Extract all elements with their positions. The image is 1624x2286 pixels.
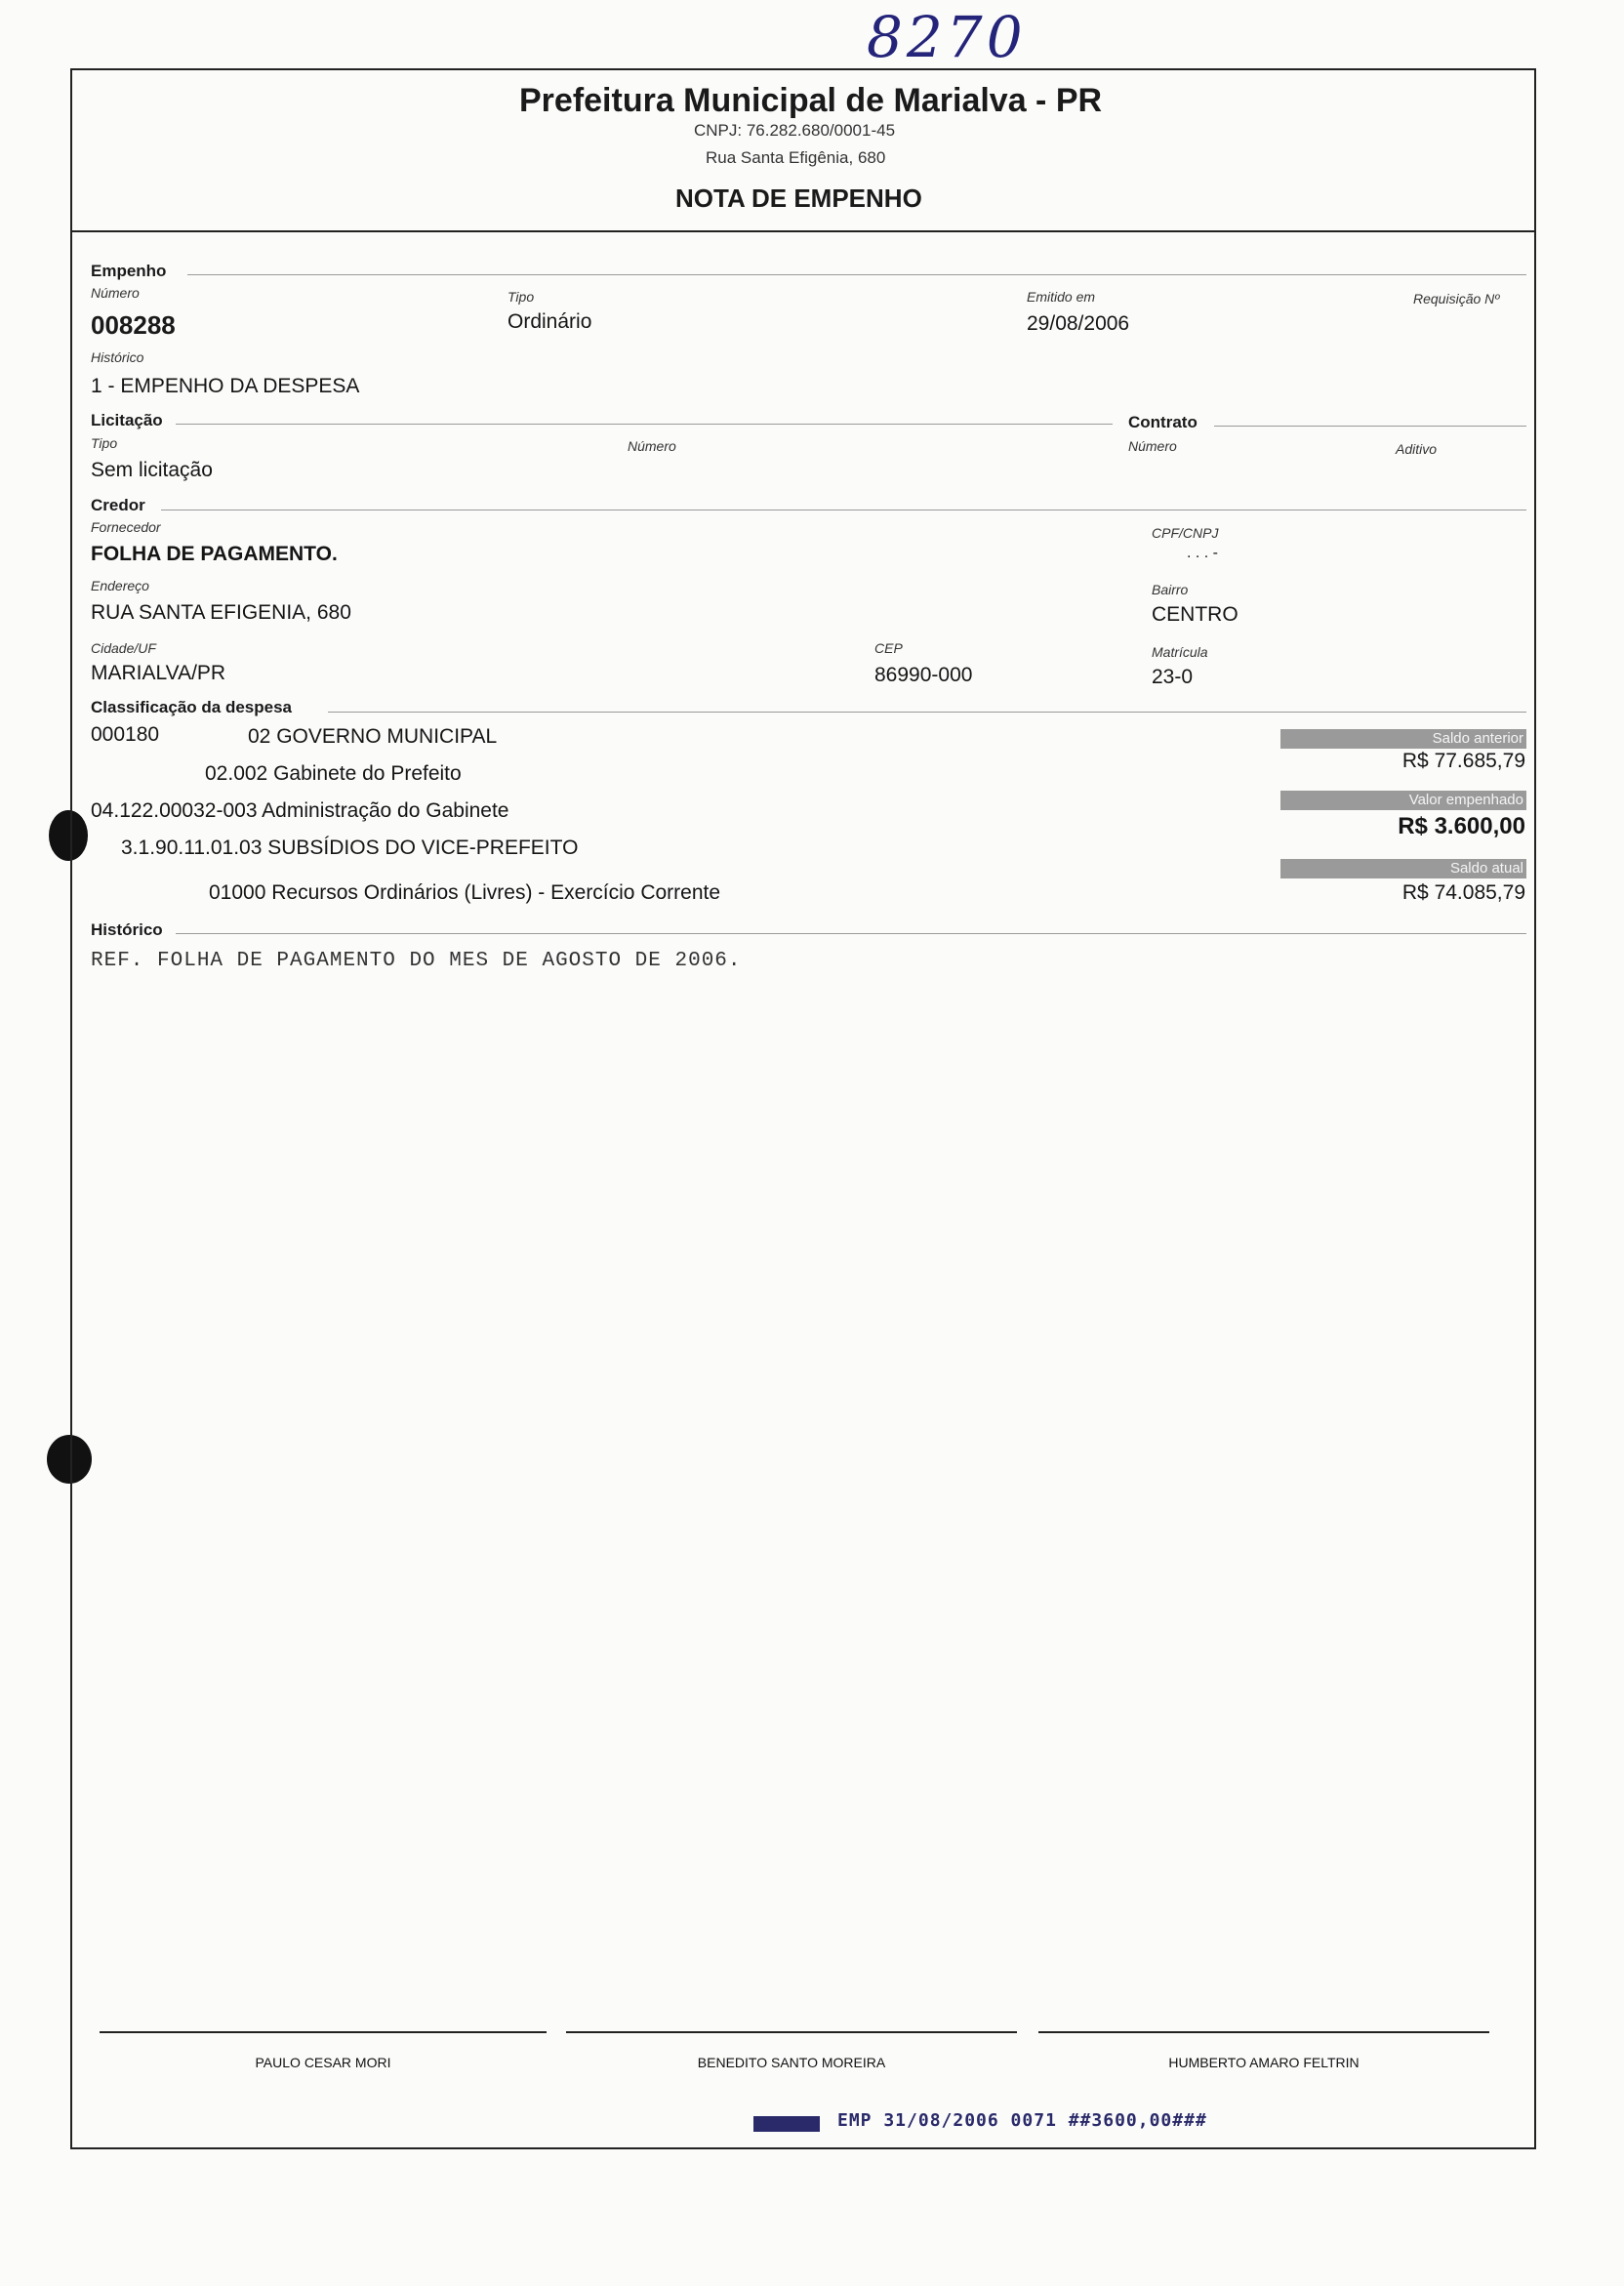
- empenho-historico: 1 - EMPENHO DA DESPESA: [91, 375, 360, 397]
- cidade: MARIALVA/PR: [91, 662, 226, 684]
- rule-empenho: [187, 274, 1526, 275]
- signature-name-1: PAULO CESAR MORI: [255, 2055, 391, 2070]
- section-historico: Histórico: [91, 920, 163, 939]
- address: Rua Santa Efigênia, 680: [706, 148, 886, 167]
- section-credor: Credor: [91, 496, 145, 514]
- requisicao-label: Requisição Nº: [1413, 291, 1500, 306]
- licitacao-numero-label: Número: [628, 438, 676, 454]
- class-line-1: 02 GOVERNO MUNICIPAL: [248, 725, 498, 748]
- stamp-mark: [753, 2116, 820, 2132]
- licitacao-tipo: Sem licitação: [91, 459, 213, 481]
- endereco: RUA SANTA EFIGENIA, 680: [91, 601, 351, 624]
- cpf-value: . . . -: [1187, 545, 1218, 561]
- matricula: 23-0: [1152, 666, 1194, 688]
- tipo-label: Tipo: [508, 289, 535, 305]
- cidade-label: Cidade/UF: [91, 640, 156, 656]
- emitido-label: Emitido em: [1027, 289, 1096, 305]
- saldo-atual: R$ 74.085,79: [1401, 881, 1525, 904]
- numero-label: Número: [91, 285, 140, 301]
- contrato-aditivo-label: Aditivo: [1396, 441, 1438, 457]
- cnpj: CNPJ: 76.282.680/0001-45: [694, 121, 896, 140]
- contrato-numero-label: Número: [1128, 438, 1177, 454]
- matricula-label: Matrícula: [1152, 644, 1208, 660]
- bairro-label: Bairro: [1152, 582, 1189, 597]
- historico-label: Histórico: [91, 349, 144, 365]
- empenho-numero: 008288: [91, 310, 176, 340]
- section-licitacao: Licitação: [91, 411, 163, 429]
- class-line-5: 01000 Recursos Ordinários (Livres) - Exercício Corrente: [209, 881, 721, 904]
- rule-licitacao: [176, 424, 1113, 425]
- signature-line-1: [100, 2031, 547, 2033]
- handwritten-number: 8270: [867, 4, 1027, 70]
- bairro: CENTRO: [1152, 603, 1238, 626]
- stamp-text: EMP 31/08/2006 0071 ##3600,00###: [837, 2110, 1207, 2131]
- class-line-4: 3.1.90.11.01.03 SUBSÍDIOS DO VICE-PREFEITO: [121, 837, 579, 859]
- rule-historico: [176, 933, 1526, 934]
- signature-name-2: BENEDITO SANTO MOREIRA: [697, 2055, 886, 2070]
- section-empenho: Empenho: [91, 262, 167, 280]
- class-line-2: 02.002 Gabinete do Prefeito: [205, 762, 462, 785]
- empenho-tipo: Ordinário: [508, 310, 592, 333]
- endereco-label: Endereço: [91, 578, 149, 593]
- fornecedor: FOLHA DE PAGAMENTO.: [91, 543, 338, 565]
- historico-text: REF. FOLHA DE PAGAMENTO DO MES DE AGOSTO DE 2006.: [91, 950, 742, 972]
- saldo-anterior: R$ 77.685,79: [1401, 750, 1525, 772]
- cep-label: CEP: [874, 640, 903, 656]
- class-line-3: 04.122.00032-003 Administração do Gabinete: [91, 799, 509, 822]
- valor-empenhado: R$ 3.600,00: [1398, 813, 1525, 839]
- licitacao-tipo-label: Tipo: [91, 435, 118, 451]
- emitido-date: 29/08/2006: [1027, 312, 1130, 335]
- signature-line-2: [566, 2031, 1017, 2033]
- document-title: NOTA DE EMPENHO: [675, 184, 922, 213]
- valor-empenhado-label: Valor empenhado: [1280, 791, 1526, 810]
- fornecedor-label: Fornecedor: [91, 519, 161, 535]
- saldo-atual-label: Saldo atual: [1280, 859, 1526, 878]
- signature-name-3: HUMBERTO AMARO FELTRIN: [1168, 2055, 1360, 2070]
- rule-contrato: [1214, 426, 1526, 427]
- header-divider: [70, 230, 1536, 232]
- section-classificacao: Classificação da despesa: [91, 698, 293, 716]
- cep: 86990-000: [874, 664, 973, 686]
- signature-line-3: [1038, 2031, 1489, 2033]
- cpf-label: CPF/CNPJ: [1152, 525, 1219, 541]
- class-line-0: 000180: [91, 723, 160, 746]
- section-contrato: Contrato: [1128, 413, 1198, 431]
- saldo-anterior-label: Saldo anterior: [1280, 729, 1526, 749]
- page-title: Prefeitura Municipal de Marialva - PR: [519, 82, 1103, 119]
- rule-classificacao: [328, 712, 1526, 713]
